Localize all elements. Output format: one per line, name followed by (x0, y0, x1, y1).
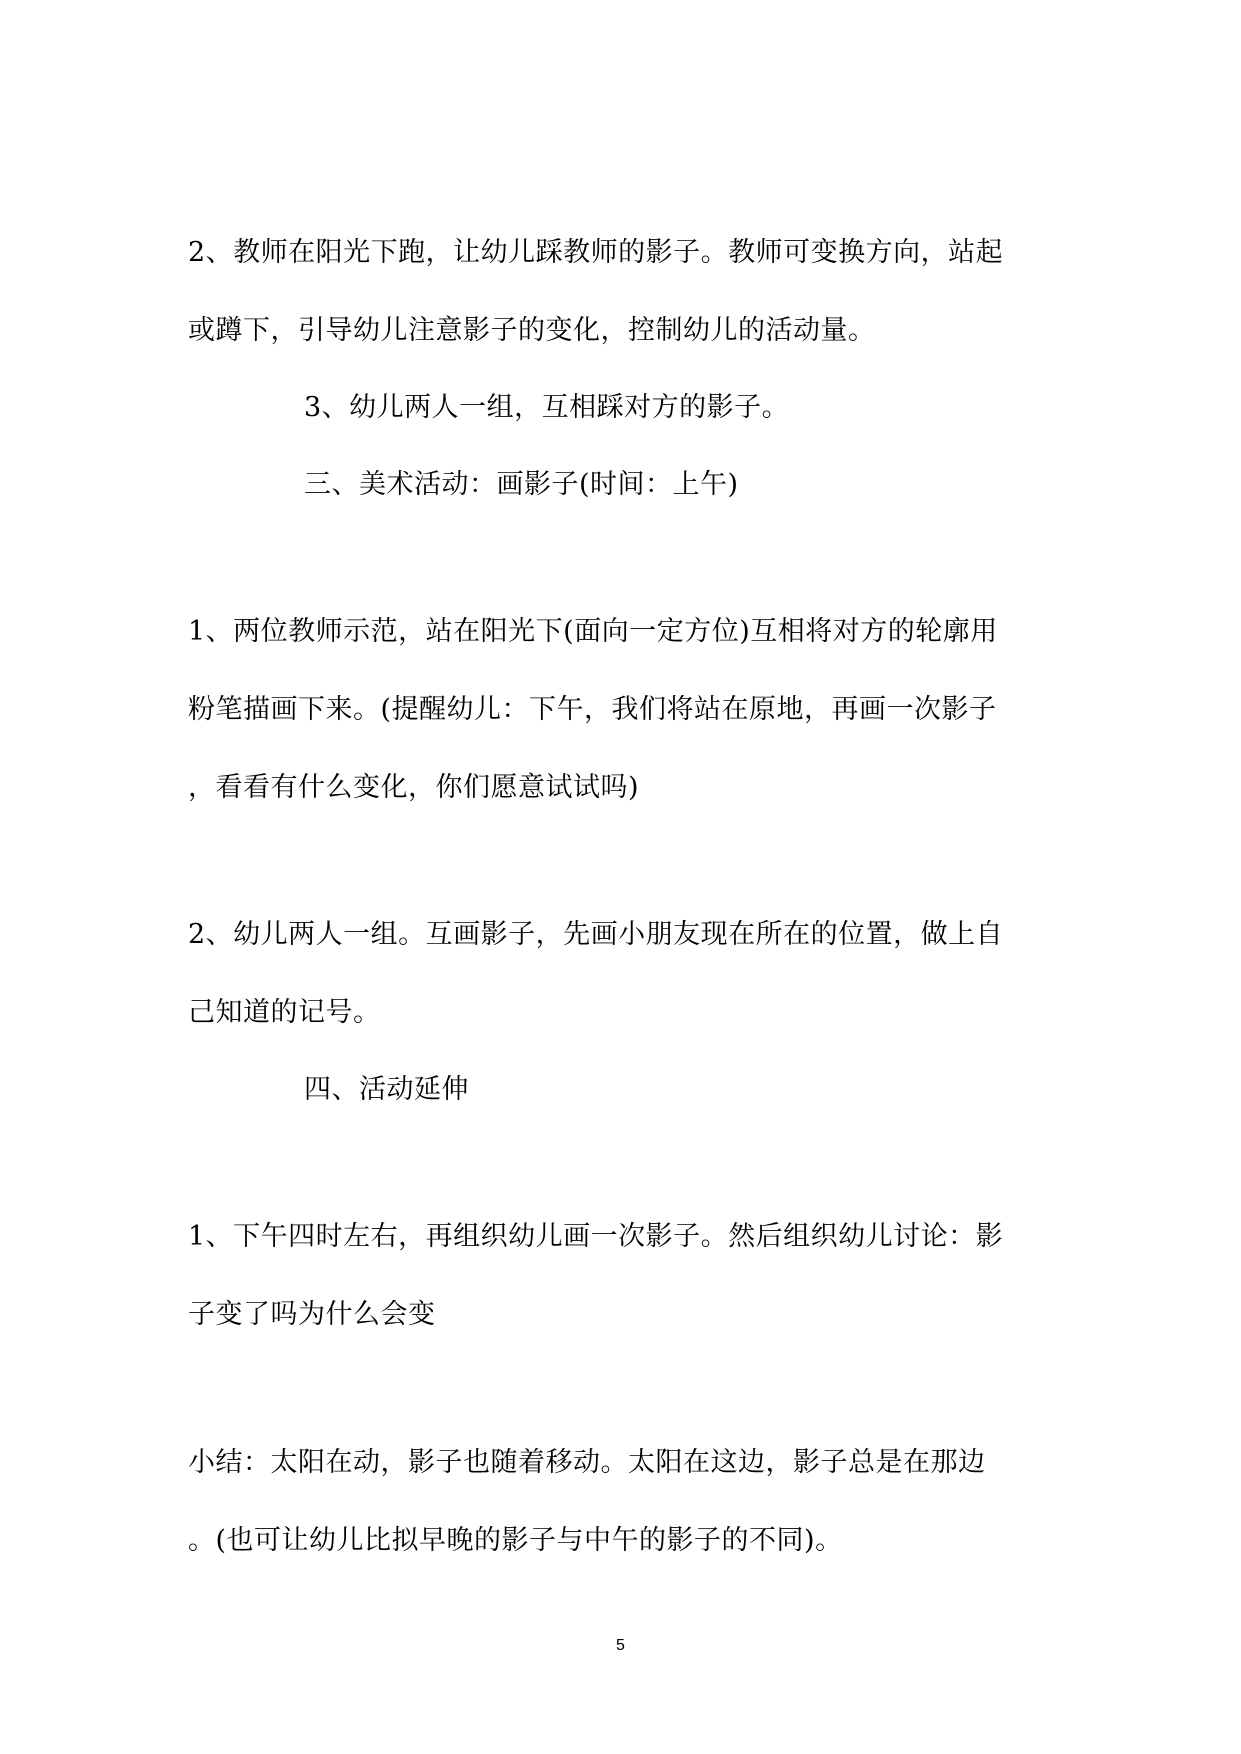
paragraph-line: 1、下午四时左右，再组织幼儿画一次影子。然后组织幼儿讨论：影 (188, 1221, 1004, 1252)
paragraph-line: 3、幼儿两人一组，互相踩对方的影子。 (304, 392, 790, 423)
paragraph-line: 粉笔描画下来。(提醒幼儿：下午，我们将站在原地，再画一次影子 (188, 694, 997, 725)
page-number: 5 (616, 1637, 625, 1654)
section-heading: 三、美术活动：画影子(时间：上午) (304, 469, 739, 500)
paragraph-line: 子变了吗为什么会变 (188, 1299, 436, 1330)
paragraph-line: 己知道的记号。 (188, 997, 381, 1028)
paragraph-line: 2、幼儿两人一组。互画影子，先画小朋友现在所在的位置，做上自 (188, 919, 1004, 950)
paragraph-line: 1、两位教师示范，站在阳光下(面向一定方位)互相将对方的轮廓用 (188, 616, 998, 647)
paragraph-line: 或蹲下，引导幼儿注意影子的变化，控制幼儿的活动量。 (188, 315, 876, 346)
paragraph-line: 小结：太阳在动，影子也随着移动。太阳在这边，影子总是在那边 (188, 1447, 986, 1478)
paragraph-line: ，看看有什么变化，你们愿意试试吗) (188, 772, 640, 803)
paragraph-line: 2、教师在阳光下跑，让幼儿踩教师的影子。教师可变换方向，站起 (188, 237, 1004, 268)
section-heading: 四、活动延伸 (304, 1074, 469, 1105)
paragraph-line: 。(也可让幼儿比拟早晚的影子与中午的影子的不同)。 (188, 1525, 843, 1556)
